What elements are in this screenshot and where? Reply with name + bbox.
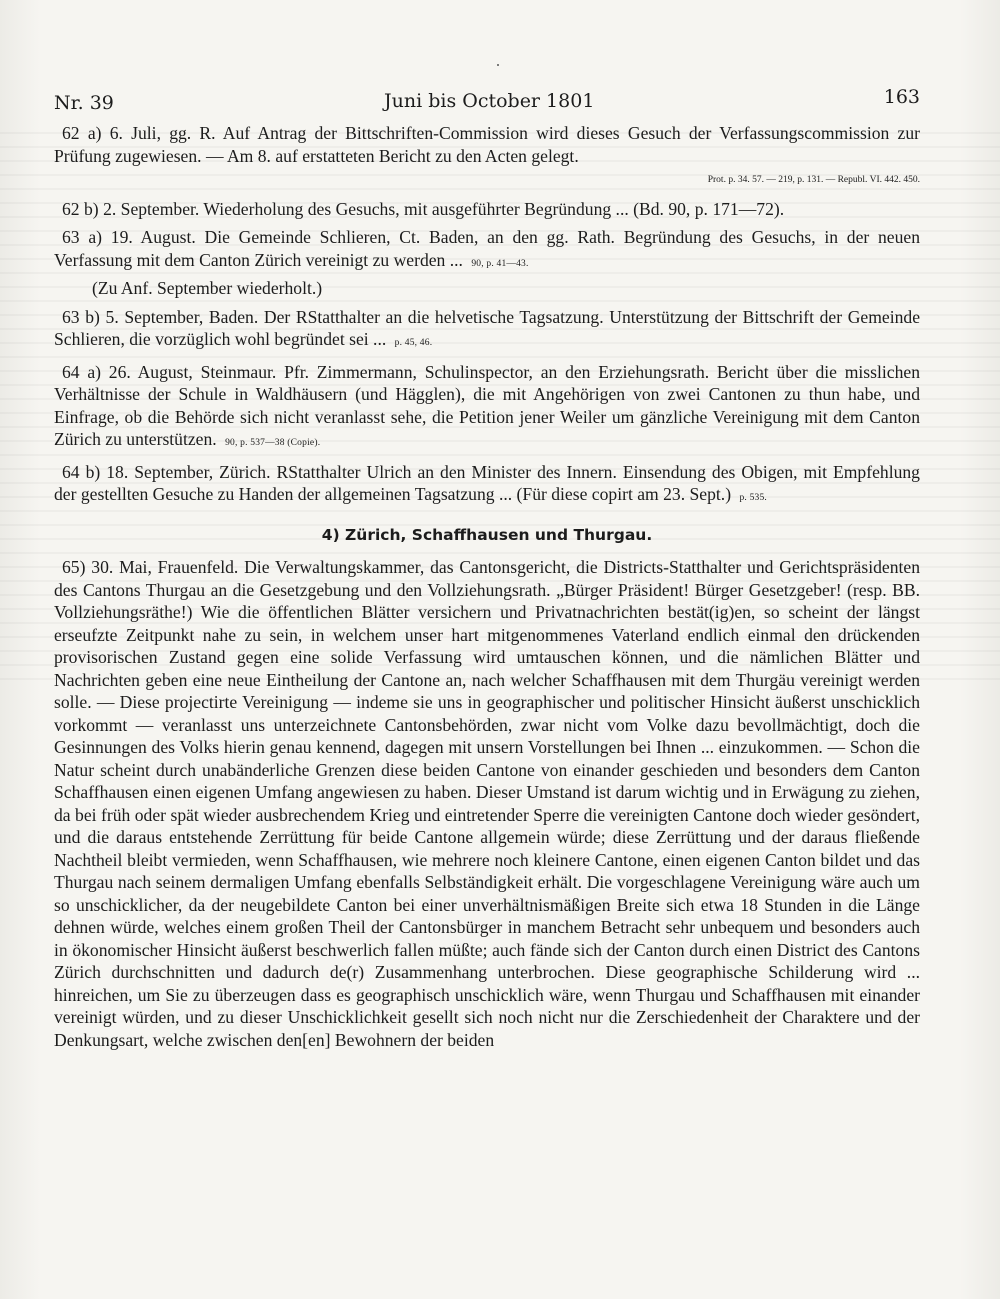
- entry-reference: p. 45, 46.: [394, 338, 433, 348]
- entry-text: 30. Mai, Frauenfeld. Die Verwaltungskammer, das Cantonsgericht, die Districts-Statthalter und Gerichtspräsidenten des Cantons Thurgau an die Gesetzgebung und den Vollziehungsrath. „Bürger Präsident! Bürger Gesetzgeber! (resp. BB. Vollziehungsräthe!) Wie die öffentlichen Blätter versichern und Privatnachrichten bestät(ig)en, so scheint der längst erseufzte Zeitpunkt nahe zu sein, in welchem unser hart mitgenommenes Vaterland endlich einmal den drückenden provisorischen Zustand gegen eine solide Verfassung wird umtauschen können, und die nämlichen Blätter und Nachrichten geben eine neue Eintheilung der Cantone an, nach welcher Schaffhausen mit dem Thurgäu vereinigt werden solle. — Diese projectirte Vereinigung — indeme sie uns in geographischer und politischer Hinsicht äußerst unschicklich vorkommt — veranlasst uns unterzeichnete Cantonsbehörden, zwar nicht vom Volke dazu bevollmächtigt, doch die Gesinnungen des Volks hierin genau kennend, dagegen mit unsern Vorstellungen bei Ihnen ... einzukommen. — Schon die Natur scheint durch unabänderliche Grenzen diese beiden Cantone von einander geschieden und besonders dem Canton Schaffhausen einen eigenen Umfang angewiesen zu haben. Dieser Umstand ist darum wichtig und in Erwägung zu ziehen, da bei früh oder spät wieder ausbrechendem Krieg und eintretender Sperre die vereinigten Cantone doch wieder gesöndert, und die daraus entstehende Zerrüttung für beide Cantone allgemein würde; diese Zerrüttung und der daraus fließende Nachtheil bleibt vermieden, wenn Schaffhausen, wie mehrere noch kleinere Cantone, einen eigenen Canton bildet und das Thurgau nach seinem dermaligen Umfang ebenfalls Selbständigkeit erhält. Die vorgeschlagene Vereinigung wäre auch um so unschicklicher, da der neugebildete Canton bei einer unverhältnismäßigen Breite sich etwa 18 Stunden in die Länge dehnen würde, welches einem großen Theil der Cantonsbürger in manchem Betracht sehr unbequem und besonders auch in ökonomischer Hinsicht äußerst beschwerlich fallen müßte; auch fände sich der Canton durch einen District des Cantons Zürich durchschnitten und dadurch de(r) Zusammenhang unterbrochen. Diese geographische Schilderung wird ... hinreichen, um Sie zu überzeugen dass es geographisch unschicklich wäre, wenn Thurgau und Schaffhausen mit einander vereinigt würden, und zu dieser Unschicklichkeit gesellt sich noch nicht nur die Zerschiedenheit der Charaktere und der Denkungsart, welche zwischen den[en] Bewohnern der beiden: [54, 557, 920, 1050]
- document-body: [54, 122, 920, 1057]
- entry-text: 18. September, Zürich. RStatthalter Ulrich an den Minister des Innern. Einsendung des Obigen, mit Empfehlung der gestellten Gesuche zu Handen der allgemeinen Tagsatzung ... (Für diese copirt am 23. Sept.): [54, 461, 920, 504]
- page-speck: [497, 64, 499, 66]
- entry-label: 65): [62, 557, 86, 577]
- entry-63a: [54, 226, 920, 275]
- entry-text: 2. September. Wiederholung des Gesuchs, mit ausgeführter Begründung ... (Bd. 90, p. 171—72).: [103, 198, 785, 219]
- entry-reference: 90, p. 537—38 (Copie).: [225, 438, 321, 448]
- entry-label: 63 a): [62, 227, 103, 247]
- entry-reference: Prot. p. 34. 57. — 219, p. 131. — Republ. VI. 442. 450.: [707, 175, 920, 185]
- entry-64a: [54, 361, 920, 455]
- section-heading: 4) Zürich, Schaffhausen und Thurgau.: [321, 525, 653, 544]
- running-header: [54, 86, 920, 116]
- entry-text: 19. August. Die Gemeinde Schlieren, Ct. Baden, an den gg. Rath. Begründung des Gesuchs, in der neuen Verfassung mit dem Canton Zürich vereinigt zu werden ...: [54, 227, 920, 270]
- entry-text: 5. September, Baden. Der RStatthalter an die helvetische Tagsatzung. Unterstützung der Bittschrift der Gemeinde Schlieren, die vorzüglich wohl begründet sei ...: [54, 306, 921, 349]
- entry-63a-note: (Zu Anf. September wiederholt.): [92, 278, 323, 298]
- entry-62a: [54, 122, 920, 167]
- entry-label: 64 a): [62, 361, 102, 382]
- running-title: Juni bis October 1801: [384, 90, 595, 112]
- page-number: 163: [883, 86, 920, 108]
- entry-label: 62 b): [62, 198, 99, 219]
- entry-text: 6. Juli, gg. R. Auf Antrag der Bittschriften-Commission wird dieses Gesuch der Verfassungscommission zur Prüfung zugewiesen. — Am 8. auf erstatteten Bericht zu den Acten gelegt.: [54, 123, 920, 166]
- entry-65: [54, 556, 920, 1051]
- entry-62b: [54, 198, 920, 221]
- entry-label: 64 b): [62, 461, 101, 482]
- entry-63b: [54, 306, 920, 355]
- document-number: Nr. 39: [54, 92, 114, 114]
- entry-reference: 90, p. 41—43.: [471, 258, 529, 269]
- entry-label: 62 a): [62, 123, 102, 143]
- entry-label: 63 b): [62, 306, 100, 327]
- entry-reference: p. 535.: [739, 493, 767, 503]
- entry-64b: [54, 461, 920, 510]
- entry-text: 26. August, Steinmaur. Pfr. Zimmermann, Schulinspector, an den Erziehungsrath. Bericht über die misslichen Verhältnisse der Schule in Waldhäusern (und Hägglen), die mit Angehörigen von zwei Cantonen zu thun habe, und Einfrage, ob die Behörde sich nicht veranlasst sehe, die Petition jener Weiler um gänzliche Vereinigung mit dem Canton Zürich zu unterstützen.: [54, 361, 920, 449]
